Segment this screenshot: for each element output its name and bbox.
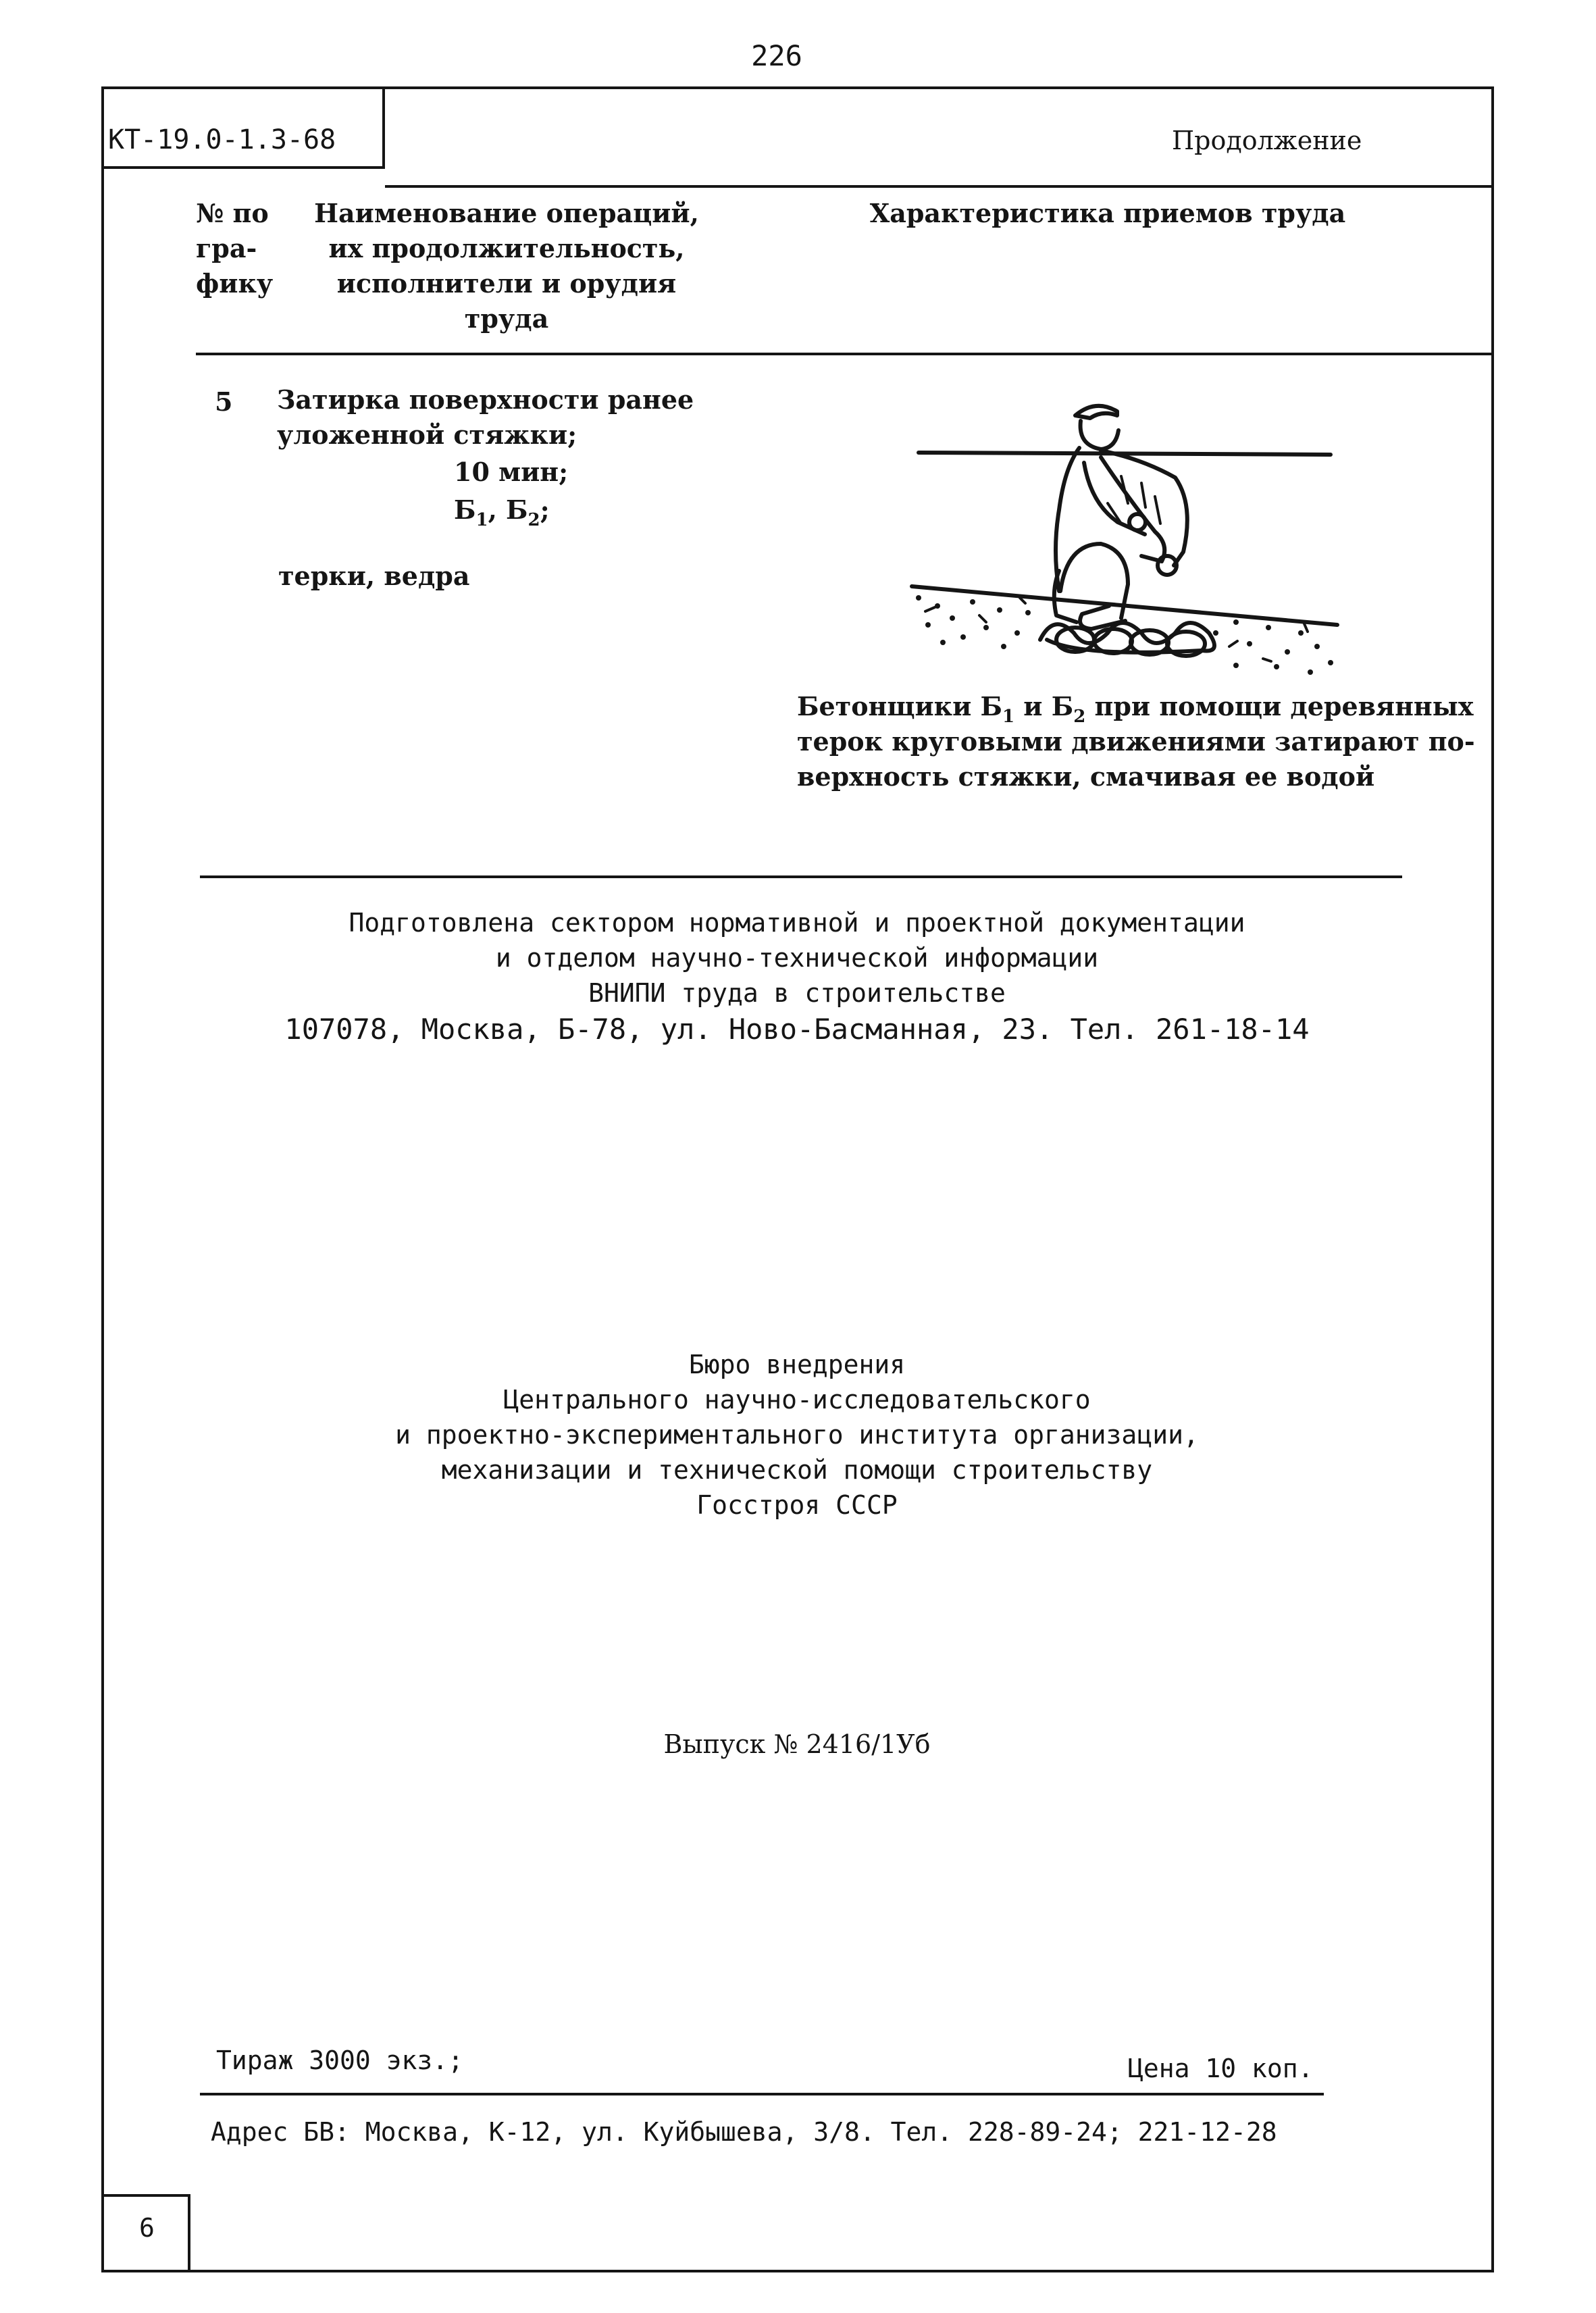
bureau-line: и проектно-экспериментального института организации, bbox=[395, 1420, 1199, 1450]
page-number: 226 bbox=[751, 39, 802, 72]
prepared-line: Подготовлена сектором нормативной и проектной документации bbox=[349, 908, 1245, 938]
operation-duration: 10 мин; bbox=[454, 457, 569, 487]
operation-tools: терки, ведра bbox=[278, 561, 470, 591]
header-col-name bbox=[304, 196, 709, 336]
caption-subscript: 1 bbox=[1002, 707, 1015, 727]
header-col-characteristic: Характеристика приемов труда bbox=[869, 198, 1346, 228]
row-number: 5 bbox=[215, 386, 233, 417]
section-separator bbox=[200, 875, 1402, 878]
caption-subscript: 2 bbox=[1073, 707, 1086, 727]
print-run: Тираж 3000 экз.; bbox=[216, 2045, 464, 2075]
worker-hand bbox=[1129, 514, 1145, 530]
illustration-caption bbox=[797, 689, 1475, 794]
caption-line: верхность стяжки, смачивая ее водой bbox=[797, 761, 1375, 792]
prepared-line: и отделом научно-технической информации bbox=[495, 943, 1099, 973]
header-bottom-rule bbox=[196, 353, 1494, 355]
operation-name bbox=[277, 382, 694, 453]
header-col-number-line: фику bbox=[196, 268, 274, 299]
worker-subscript: 2 bbox=[527, 510, 540, 530]
worker-letter: Б bbox=[506, 494, 528, 525]
bureau-line: Центрального научно-исследовательского bbox=[503, 1385, 1091, 1415]
caption-text: Бетонщики Б bbox=[797, 691, 1002, 721]
bureau-line: Бюро внедрения bbox=[688, 1350, 906, 1379]
operation-workers bbox=[454, 494, 550, 530]
bureau-line: механизации и технической помощи строительству bbox=[441, 1455, 1153, 1485]
caption-line: терок круговыми движениями затирают по- bbox=[797, 726, 1475, 757]
bureau-line: Госстроя СССР bbox=[696, 1490, 898, 1520]
caption-text: при помощи деревянных bbox=[1085, 691, 1474, 721]
worker-separator: , bbox=[488, 494, 507, 525]
worker-cap bbox=[1075, 406, 1117, 418]
price: Цена 10 коп. bbox=[1128, 2054, 1314, 2083]
worker-arm-left bbox=[1084, 463, 1145, 534]
header-col-number-line: № по bbox=[196, 198, 269, 228]
prepared-line: ВНИПИ труда в строительстве bbox=[588, 978, 1006, 1008]
operation-name-line: уложенной стяжки; bbox=[277, 420, 577, 450]
issue-number: Выпуск № 2416/1Уб bbox=[663, 1729, 931, 1759]
header-col-number bbox=[196, 196, 273, 301]
address-rule bbox=[200, 2093, 1324, 2095]
sheet-number: 6 bbox=[139, 2213, 155, 2243]
continuation-label: Продолжение bbox=[1172, 126, 1362, 155]
worker-subscript: 1 bbox=[475, 510, 488, 530]
caption-text: и Б bbox=[1014, 691, 1074, 721]
header-col-name-line: исполнители и орудия bbox=[336, 268, 677, 299]
header-col-name-line: Наименование операций, bbox=[314, 198, 699, 228]
worker-leg bbox=[1054, 571, 1077, 622]
operation-name-line: Затирка поверхности ранее bbox=[277, 384, 694, 415]
doc-code: КТ-19.0-1.3-68 bbox=[108, 124, 336, 155]
header-col-number-line: гра- bbox=[196, 233, 257, 263]
worker-end: ; bbox=[540, 494, 550, 525]
bureau-address: Адрес БВ: Москва, К-12, ул. Куйбышева, 3/8. Тел. 228-89-24; 221-12-28 bbox=[211, 2117, 1277, 2147]
header-col-name-line: труда bbox=[464, 303, 549, 334]
header-top-rule bbox=[385, 185, 1494, 188]
concrete-worker-floating-screed-icon bbox=[898, 395, 1358, 686]
bureau-block bbox=[169, 1347, 1425, 1523]
prepared-address: 107078, Москва, Б-78, ул. Ново-Басманная, 23. Тел. 261-18-14 bbox=[284, 1013, 1310, 1046]
header-col-name-line: их продолжительность, bbox=[328, 233, 685, 263]
worker-head bbox=[1081, 421, 1118, 449]
prepared-block bbox=[169, 905, 1425, 1048]
worker-letter: Б bbox=[454, 494, 476, 525]
caption-line bbox=[797, 689, 1475, 727]
